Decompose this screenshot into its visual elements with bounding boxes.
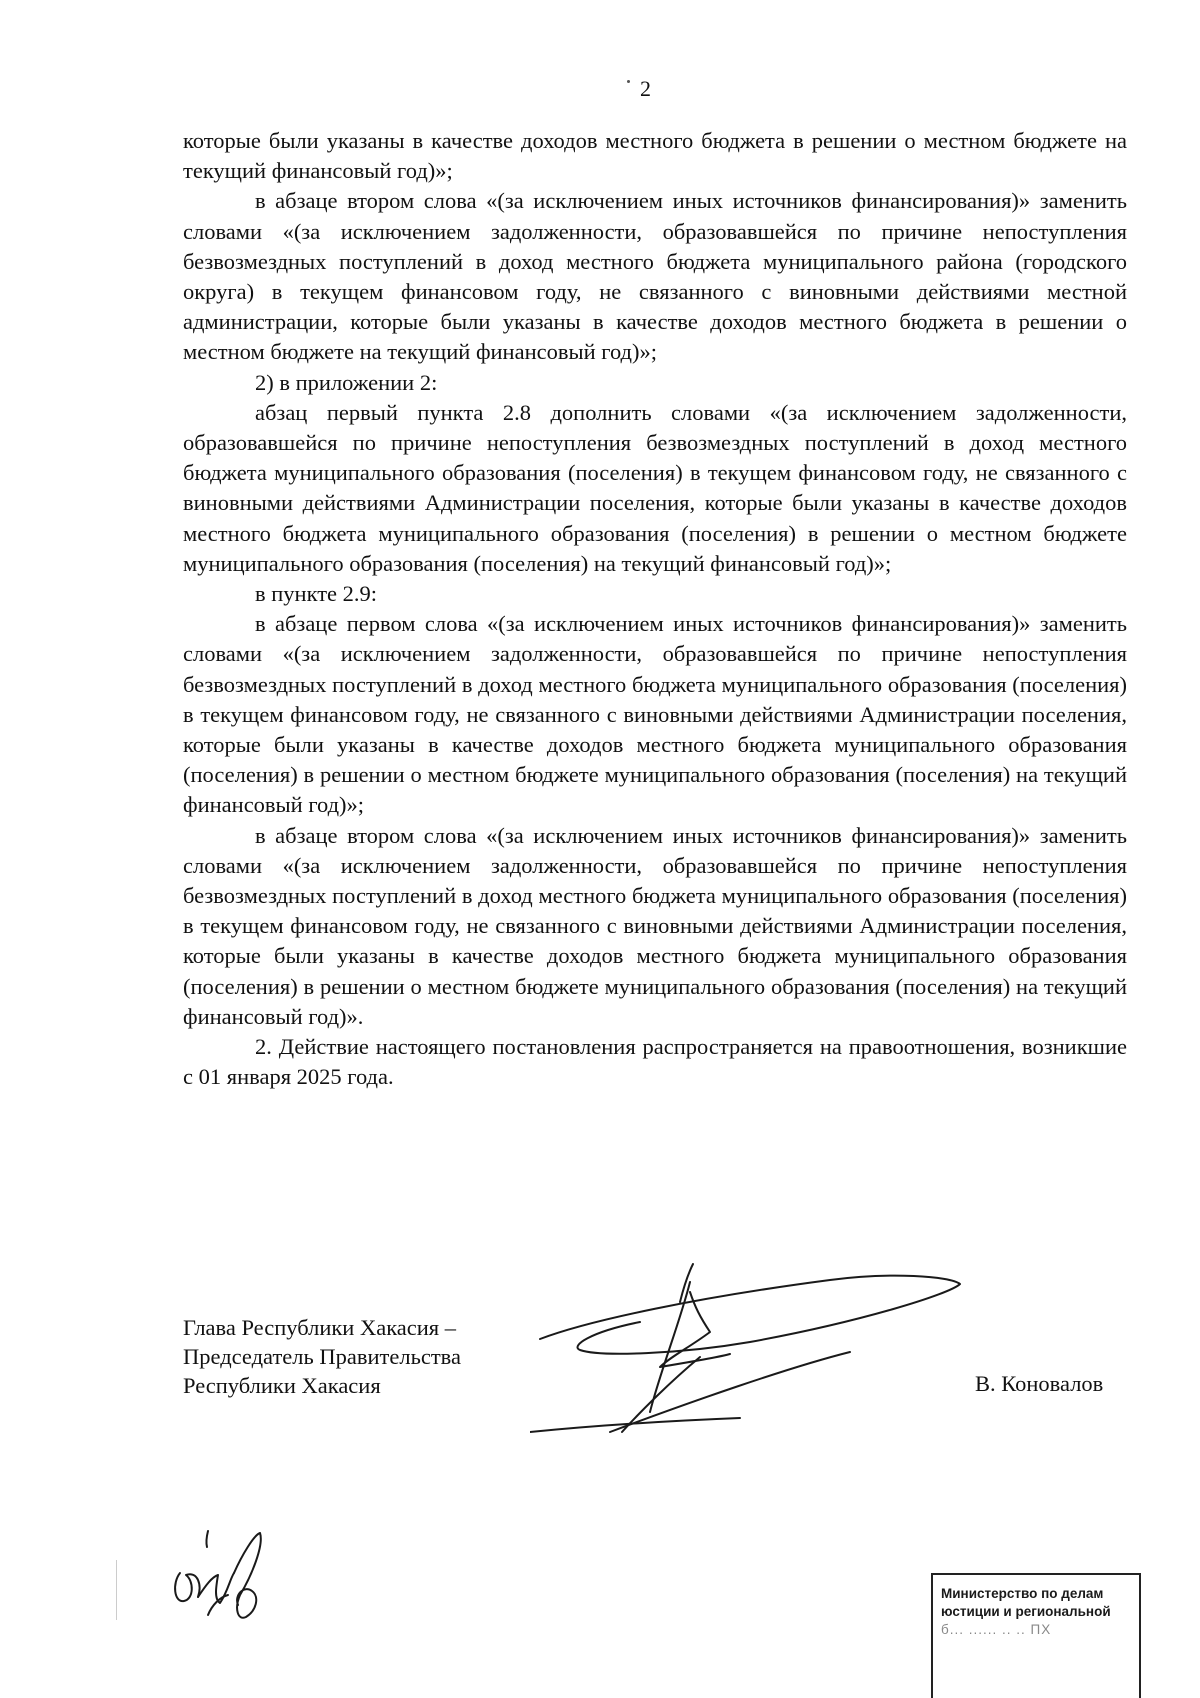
signatory-title-line: Глава Республики Хакасия – — [183, 1315, 457, 1340]
ministry-registration-stamp — [931, 1573, 1141, 1698]
handwritten-visa — [168, 1525, 278, 1630]
paragraph-amendment-second-abzac-1: в абзаце втором слова «(за исключением иных источников финансирования)» заменить словами «(за исключением задолженности, образовавшейся по причине непоступления безвозмездных поступлений в доход местного бюджета муниципального района (городского округа) в текущем финансовом году, не связанного с виновными действиями местной администрации, которые были указаны в качестве доходов местного бюджета в решении о местном бюджете на текущий финансовый год)»; — [183, 188, 1127, 365]
signatory-title-line: Республики Хакасия — [183, 1373, 381, 1398]
handwritten-signature — [530, 1262, 970, 1462]
paragraph-item-2-9: в пункте 2.9: — [255, 581, 378, 607]
paragraph-first-abzac: в абзаце первом слова «(за исключением иных источников финансирования)» заменить словами «(за исключением задолженности, образовавшейся по причине непоступления безвозмездных поступлений в доход местного бюджета муниципального образования (поселения) в текущем финансовом году, не связанного с виновными действиями Администрации поселения, которые были указаны в качестве доходов местного бюджета муниципального образования (поселения) в решении о местном бюджете муниципального образования (поселения) на текущий финансовый год)»; — [183, 611, 1127, 818]
paragraph-item-2-8: абзац первый пункта 2.8 дополнить словами «(за исключением задолженности, образовавшейся по причине непоступления безвозмездных поступлений в доход местного бюджета муниципального образования (поселения) в текущем финансовом году, не связанного с виновными действиями Администрации поселения, которые были указаны в качестве доходов местного бюджета муниципального образования (поселения) в решении о местном бюджете муниципального образования (поселения) на текущий финансовый год)»; — [183, 399, 1127, 576]
stamp-line: Министерство по делам — [941, 1586, 1104, 1601]
signatory-title-line: Председатель Правительства — [183, 1344, 461, 1369]
signer-name: В. Коновалов — [975, 1371, 1104, 1396]
page-number: 2 — [640, 76, 651, 101]
paragraph-second-abzac-2: в абзаце втором слова «(за исключением иных источников финансирования)» заменить словами «(за исключением задолженности, образовавшейся по причине непоступления безвозмездных поступлений в доход местного бюджета муниципального образования (поселения) в текущем финансовом году, не связанного с виновными действиями Администрации поселения, которые были указаны в качестве доходов местного бюджета муниципального образования (поселения) в решении о местном бюджете муниципального образования (поселения) на текущий финансовый год)». — [183, 822, 1127, 1029]
document-body — [183, 126, 1127, 1093]
scan-speck — [627, 80, 630, 83]
stamp-line: юстиции и региональной — [941, 1604, 1111, 1619]
signatory-title — [183, 1313, 461, 1400]
paragraph-appendix-2: 2) в приложении 2: — [255, 369, 438, 395]
scan-margin-line — [116, 1560, 117, 1620]
stamp-line: б... ...... .. .. ПХ — [941, 1622, 1052, 1637]
paragraph-continuation: которые были указаны в качестве доходов местного бюджета в решении о местном бюджете на текущий финансовый год)»; — [183, 128, 1127, 184]
paragraph-effective-date: 2. Действие настоящего постановления распространяется на правоотношения, возникшие с 01 января 2025 года. — [183, 1034, 1127, 1090]
